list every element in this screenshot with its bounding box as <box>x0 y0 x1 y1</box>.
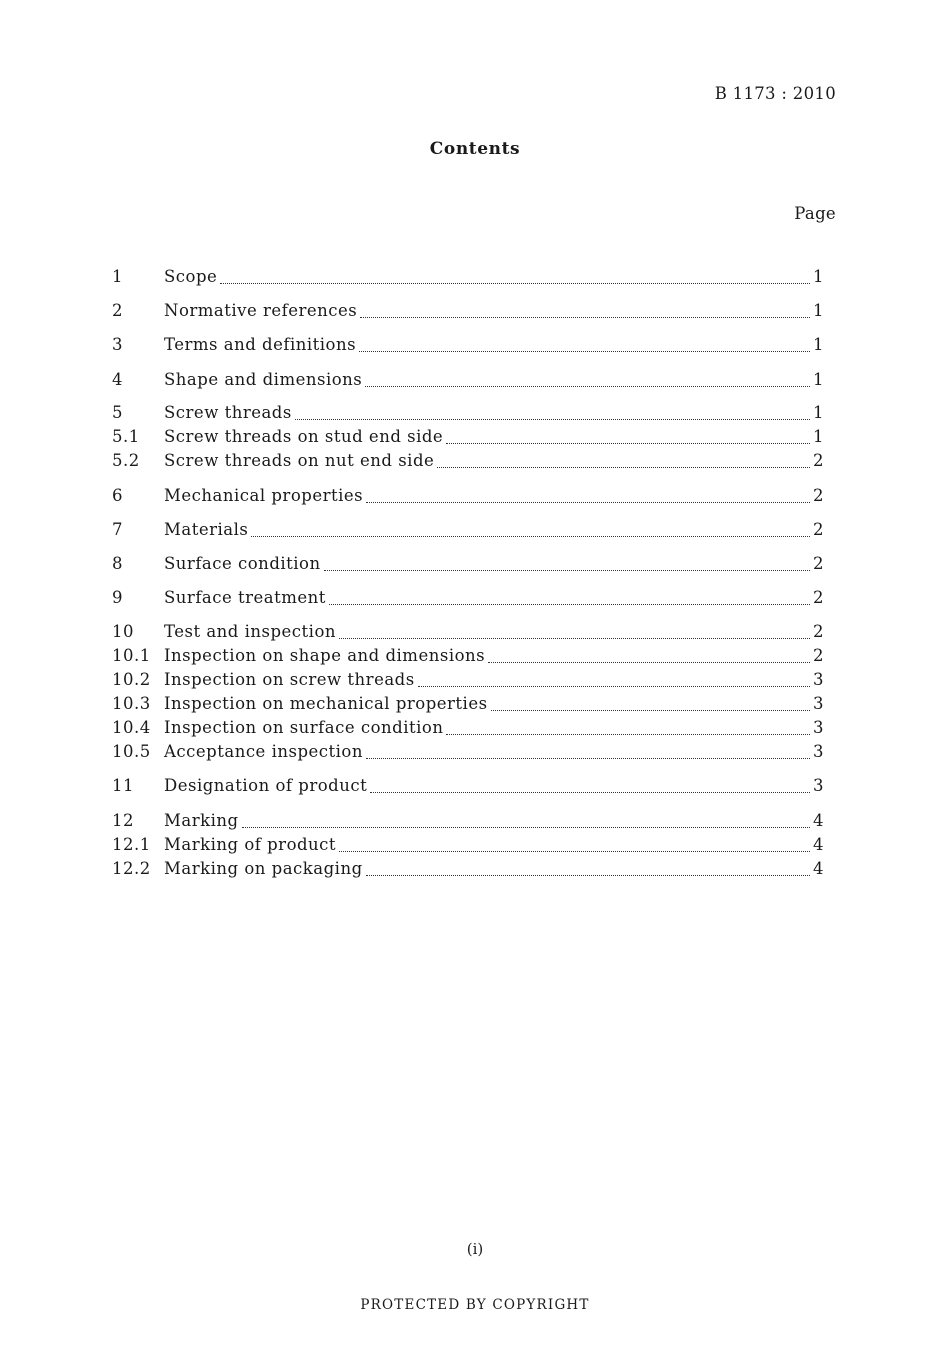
toc-entry[interactable] <box>112 451 824 473</box>
toc-number: 5 <box>112 403 123 422</box>
toc-title: Designation of product <box>164 776 368 795</box>
toc-number: 7 <box>112 520 123 539</box>
toc-page: 3 <box>813 742 824 761</box>
leader-dots <box>418 685 810 687</box>
toc-page: 4 <box>813 835 824 854</box>
toc-entry[interactable] <box>112 370 824 392</box>
toc-entry[interactable] <box>112 670 824 692</box>
toc-page: 1 <box>813 427 824 446</box>
page-title: Contents <box>429 139 521 159</box>
toc-entry[interactable] <box>112 718 824 740</box>
toc-number: 10.1 <box>112 646 151 665</box>
toc-entry[interactable] <box>112 267 824 289</box>
toc-number: 5.2 <box>112 451 140 470</box>
toc-page: 2 <box>813 486 824 505</box>
toc-page: 1 <box>813 335 824 354</box>
leader-dots <box>329 603 810 605</box>
leader-dots <box>339 850 810 852</box>
toc-title: Surface condition <box>164 554 321 573</box>
page-number: (i) <box>466 1240 484 1258</box>
toc-title: Terms and definitions <box>164 335 357 354</box>
toc-title: Marking of product <box>164 835 337 854</box>
toc-entry[interactable] <box>112 742 824 764</box>
toc-title: Test and inspection <box>164 622 337 641</box>
toc-number: 10.3 <box>112 694 151 713</box>
leader-dots <box>220 282 810 284</box>
leader-dots <box>370 791 810 793</box>
toc-entry[interactable] <box>112 835 824 857</box>
toc-number: 8 <box>112 554 123 573</box>
toc-number: 12.1 <box>112 835 151 854</box>
toc-page: 2 <box>813 622 824 641</box>
toc-page: 2 <box>813 554 824 573</box>
toc-title: Screw threads on stud end side <box>164 427 444 446</box>
leader-dots <box>251 535 810 537</box>
toc-page: 2 <box>813 588 824 607</box>
toc-page: 3 <box>813 694 824 713</box>
toc-title: Normative references <box>164 301 358 320</box>
toc-entry[interactable] <box>112 301 824 323</box>
toc-number: 12.2 <box>112 859 151 878</box>
toc-entry[interactable] <box>112 520 824 542</box>
toc-title: Surface treatment <box>164 588 326 607</box>
toc-entry[interactable] <box>112 859 824 881</box>
toc-entry[interactable] <box>112 403 824 425</box>
toc-entry[interactable] <box>112 811 824 833</box>
toc-number: 5.1 <box>112 427 140 446</box>
toc-page: 3 <box>813 670 824 689</box>
toc-page: 1 <box>813 370 824 389</box>
toc-title: Marking <box>164 811 239 830</box>
toc-title: Marking on packaging <box>164 859 363 878</box>
toc-page: 1 <box>813 301 824 320</box>
toc-number: 12 <box>112 811 134 830</box>
toc-page: 1 <box>813 403 824 422</box>
toc-title: Screw threads <box>164 403 292 422</box>
toc-title: Inspection on shape and dimensions <box>164 646 486 665</box>
toc-number: 10.5 <box>112 742 151 761</box>
toc-number: 3 <box>112 335 123 354</box>
toc-entry[interactable] <box>112 776 824 798</box>
toc-number: 1 <box>112 267 123 286</box>
toc-entry[interactable] <box>112 588 824 610</box>
leader-dots <box>488 661 810 663</box>
leader-dots <box>295 418 810 420</box>
toc-title: Materials <box>164 520 249 539</box>
document-id: B 1173 : 2010 <box>714 84 836 103</box>
toc-title: Inspection on screw threads <box>164 670 415 689</box>
leader-dots <box>446 442 810 444</box>
toc-entry[interactable] <box>112 554 824 576</box>
leader-dots <box>366 501 810 503</box>
toc-title: Scope <box>164 267 218 286</box>
toc-page: 4 <box>813 859 824 878</box>
toc-page: 2 <box>813 451 824 470</box>
toc-number: 2 <box>112 301 123 320</box>
toc-entry[interactable] <box>112 486 824 508</box>
toc-number: 10.2 <box>112 670 151 689</box>
toc-entry[interactable] <box>112 335 824 357</box>
toc-entry[interactable] <box>112 694 824 716</box>
toc-number: 10 <box>112 622 134 641</box>
leader-dots <box>324 569 810 571</box>
toc-page: 2 <box>813 520 824 539</box>
toc-page: 2 <box>813 646 824 665</box>
toc-title: Shape and dimensions <box>164 370 363 389</box>
leader-dots <box>360 316 810 318</box>
toc-entry[interactable] <box>112 427 824 449</box>
leader-dots <box>365 385 810 387</box>
toc-page: 4 <box>813 811 824 830</box>
copyright-notice: PROTECTED BY COPYRIGHT <box>360 1297 590 1313</box>
toc-page: 1 <box>813 267 824 286</box>
toc-number: 4 <box>112 370 123 389</box>
toc-number: 6 <box>112 486 123 505</box>
leader-dots <box>366 874 810 876</box>
toc-title: Mechanical properties <box>164 486 364 505</box>
toc-title: Screw threads on nut end side <box>164 451 435 470</box>
leader-dots <box>446 733 810 735</box>
toc-title: Inspection on mechanical properties <box>164 694 488 713</box>
toc-entry[interactable] <box>112 622 824 644</box>
leader-dots <box>366 757 810 759</box>
leader-dots <box>491 709 810 711</box>
toc-title: Acceptance inspection <box>164 742 363 761</box>
leader-dots <box>359 350 810 352</box>
toc-title: Inspection on surface condition <box>164 718 444 737</box>
toc-page: 3 <box>813 776 824 795</box>
toc-number: 10.4 <box>112 718 151 737</box>
toc-page: 3 <box>813 718 824 737</box>
toc-number: 9 <box>112 588 123 607</box>
leader-dots <box>437 466 810 468</box>
toc-entry[interactable] <box>112 646 824 668</box>
leader-dots <box>339 637 810 639</box>
leader-dots <box>242 826 810 828</box>
toc-number: 11 <box>112 776 134 795</box>
page-column-label: Page <box>794 204 836 223</box>
